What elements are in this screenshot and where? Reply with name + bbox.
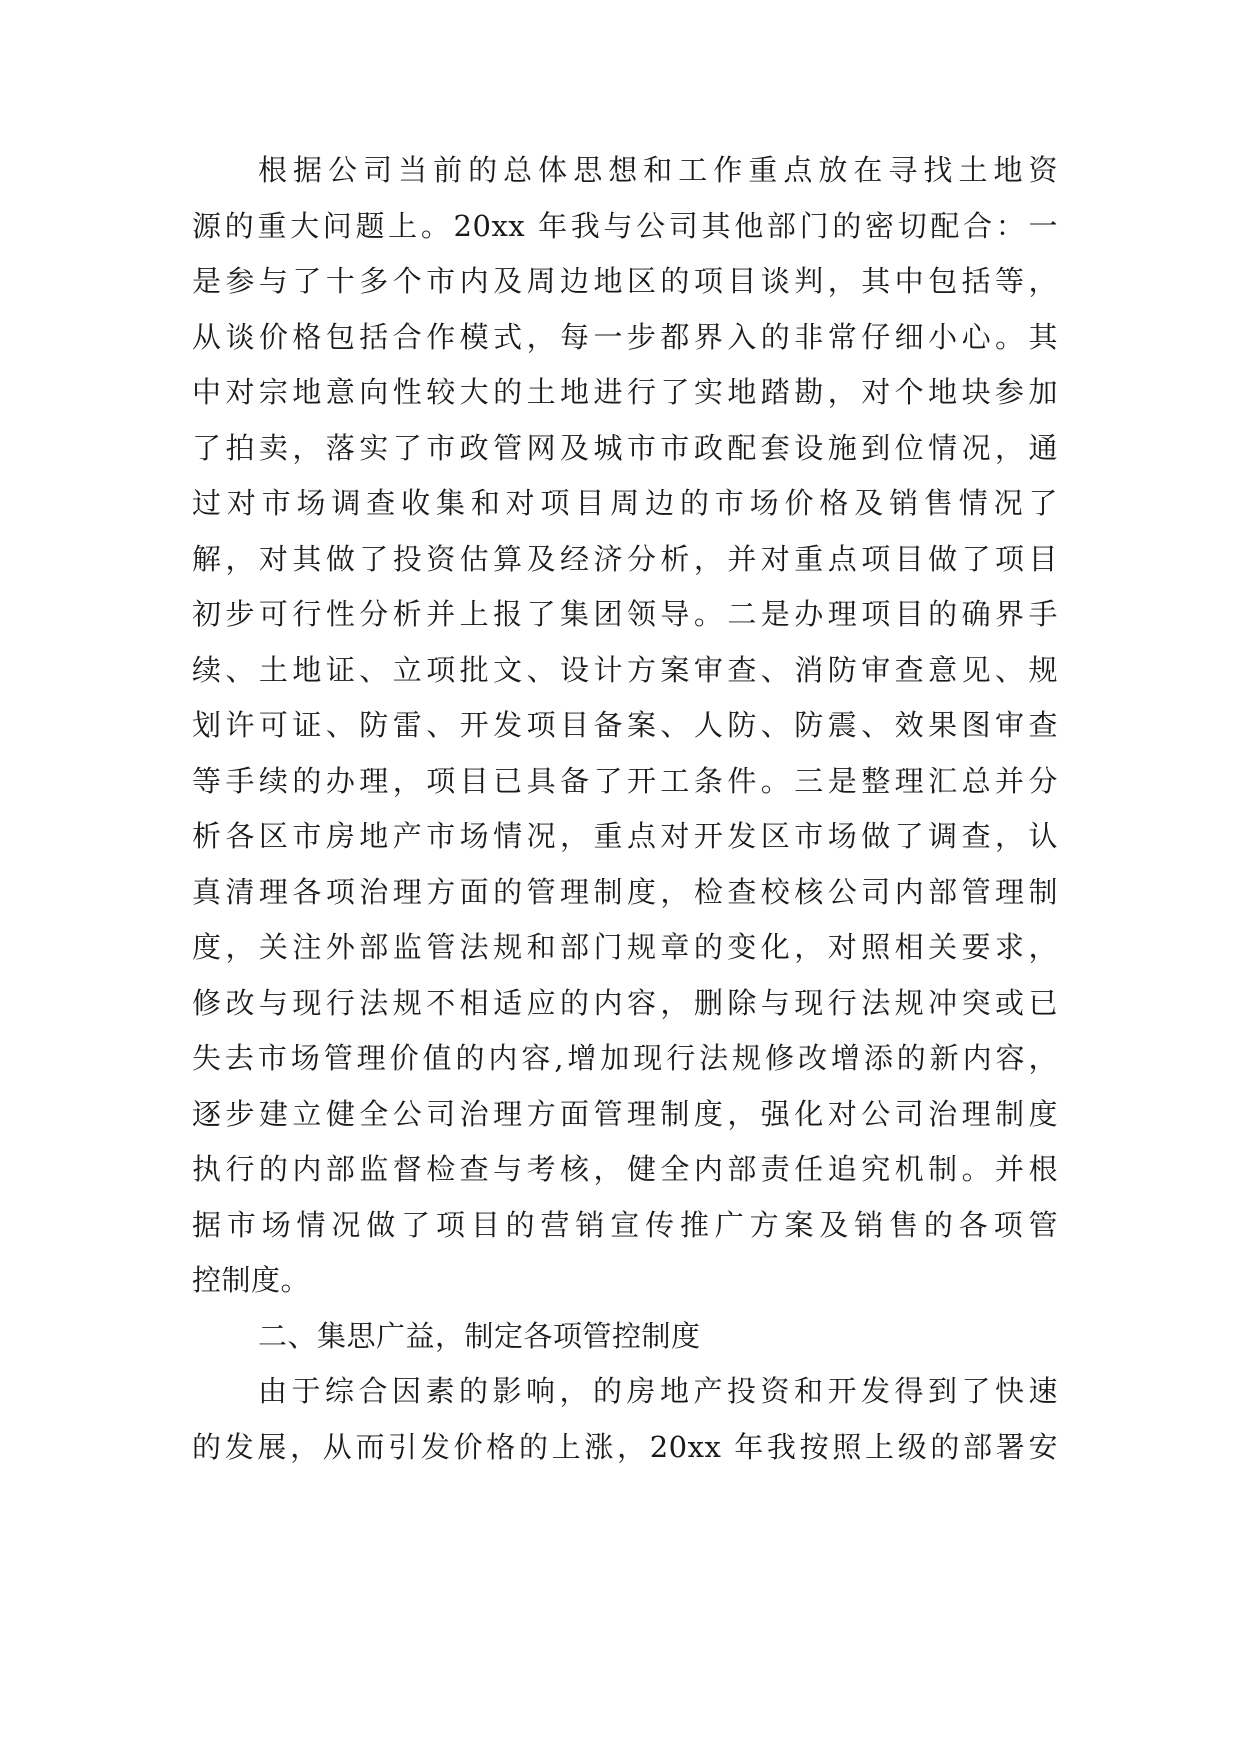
paragraph-line: 度，关注外部监管法规和部门规章的变化，对照相关要求，	[192, 930, 1058, 964]
paragraph-line: 中对宗地意向性较大的土地进行了实地踏勘，对个地块参加	[192, 375, 1058, 409]
paragraph-line: 的发展，从而引发价格的上涨，20xx 年我按照上级的部署安	[192, 1430, 1058, 1464]
paragraph-line: 初步可行性分析并上报了集团领导。二是办理项目的确界手	[192, 597, 1058, 631]
section-heading: 二、集思广益，制定各项管控制度	[258, 1319, 701, 1353]
paragraph-line: 是参与了十多个市内及周边地区的项目谈判，其中包括等，	[192, 264, 1058, 298]
paragraph-line: 析各区市房地产市场情况，重点对开发区市场做了调查，认	[192, 819, 1058, 853]
paragraph-line: 据市场情况做了项目的营销宣传推广方案及销售的各项管	[192, 1208, 1058, 1242]
paragraph-line: 执行的内部监督检查与考核，健全内部责任追究机制。并根	[192, 1152, 1058, 1186]
paragraph-line: 从谈价格包括合作模式，每一步都界入的非常仔细小心。其	[192, 320, 1058, 354]
paragraph-line: 真清理各项治理方面的管理制度，检查校核公司内部管理制	[192, 875, 1058, 909]
paragraph-line: 根据公司当前的总体思想和工作重点放在寻找土地资	[258, 153, 1058, 187]
paragraph-line: 失去市场管理价值的内容,增加现行法规修改增添的新内容，	[192, 1041, 1058, 1075]
paragraph-line: 控制度。	[192, 1263, 311, 1297]
paragraph-line: 源的重大问题上。20xx 年我与公司其他部门的密切配合：一	[192, 209, 1058, 243]
paragraph-line: 划许可证、防雷、开发项目备案、人防、防震、效果图审查	[192, 708, 1058, 742]
paragraph-line: 过对市场调查收集和对项目周边的市场价格及销售情况了	[192, 486, 1058, 520]
paragraph-line: 了拍卖，落实了市政管网及城市市政配套设施到位情况，通	[192, 431, 1058, 465]
paragraph-line: 逐步建立健全公司治理方面管理制度，强化对公司治理制度	[192, 1097, 1058, 1131]
paragraph-line: 由于综合因素的影响，的房地产投资和开发得到了快速	[258, 1374, 1058, 1408]
paragraph-line: 等手续的办理，项目已具备了开工条件。三是整理汇总并分	[192, 764, 1058, 798]
paragraph-line: 解，对其做了投资估算及经济分析，并对重点项目做了项目	[192, 542, 1058, 576]
paragraph-line: 修改与现行法规不相适应的内容，删除与现行法规冲突或已	[192, 986, 1058, 1020]
paragraph-line: 续、土地证、立项批文、设计方案审查、消防审查意见、规	[192, 653, 1058, 687]
